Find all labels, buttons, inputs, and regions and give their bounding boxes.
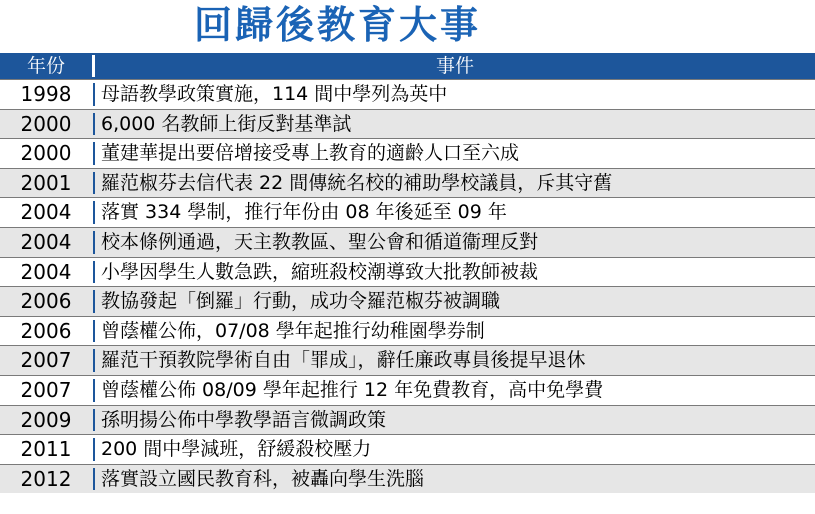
row-year: 2009 [20,407,72,432]
row-event: 小學因學生人數急跌，縮班殺校潮導致大批教師被裁 [101,260,539,283]
row-divider [93,231,95,254]
row-event: 羅范椒芬去信代表 22 間傳統名校的補助學校議員，斥其守舊 [101,171,613,194]
table-row [0,197,815,227]
events-table [0,79,815,493]
row-year: 2000 [20,141,72,166]
row-year: 2012 [20,466,72,491]
row-year: 2004 [20,259,72,284]
row-event: 落實 334 學制，推行年份由 08 年後延至 09 年 [101,201,507,224]
row-year: 2004 [20,229,72,254]
row-year: 2006 [20,318,72,343]
row-event: 6,000 名教師上街反對基準試 [101,112,352,135]
row-divider [93,142,95,165]
row-divider [93,379,95,402]
row-divider [93,83,95,106]
table-row [0,286,815,316]
row-event: 教協發起「倒羅」行動，成功令羅范椒芬被調職 [101,290,501,313]
header-event: 事件 [435,55,474,77]
row-divider [93,261,95,284]
row-divider [93,290,95,313]
page-title: 回歸後教育大事 [193,2,481,47]
row-event: 200 間中學減班，舒緩殺校壓力 [101,438,372,461]
table-row [0,405,815,435]
row-year: 2007 [20,377,72,402]
row-event: 曾蔭權公佈，07/08 學年起推行幼稚園學券制 [101,319,485,342]
row-year: 1998 [20,82,72,106]
table-row [0,109,815,139]
row-divider [93,409,95,432]
row-divider [93,349,95,372]
row-year: 2001 [20,170,72,195]
row-year: 2004 [20,200,72,225]
table-row [0,434,815,464]
table-row [0,168,815,198]
row-year: 2011 [20,437,72,462]
table-row [0,138,815,168]
row-divider [93,438,95,461]
row-divider [93,172,95,195]
row-event: 孫明揚公佈中學教學語言微調政策 [101,408,387,431]
row-event: 羅范干預教院學術自由「罪成」，辭任廉政專員後提早退休 [101,349,586,372]
row-divider [93,113,95,136]
table-row [0,464,815,494]
row-divider [93,468,95,491]
row-year: 2000 [20,111,72,136]
row-year: 2007 [20,348,72,373]
table-row [0,79,815,109]
table-row [0,345,815,375]
table-row [0,375,815,405]
table-header [0,53,815,79]
header-year: 年份 [26,55,65,77]
row-event: 校本條例通過，天主教教區、聖公會和循道衞理反對 [101,230,539,253]
table-row [0,316,815,346]
table-row [0,227,815,257]
row-event: 曾蔭權公佈 08/09 學年起推行 12 年免費教育，高中免學費 [101,378,604,401]
row-event: 董建華提出要倍增接受專上教育的適齡人口至六成 [101,142,520,165]
row-divider [93,201,95,224]
table-row [0,257,815,287]
row-divider [93,320,95,343]
row-event: 落實設立國民教育科，被轟向學生洗腦 [101,467,425,490]
row-year: 2006 [20,289,72,314]
row-event: 母語教學政策實施，114 間中學列為英中 [101,83,448,105]
